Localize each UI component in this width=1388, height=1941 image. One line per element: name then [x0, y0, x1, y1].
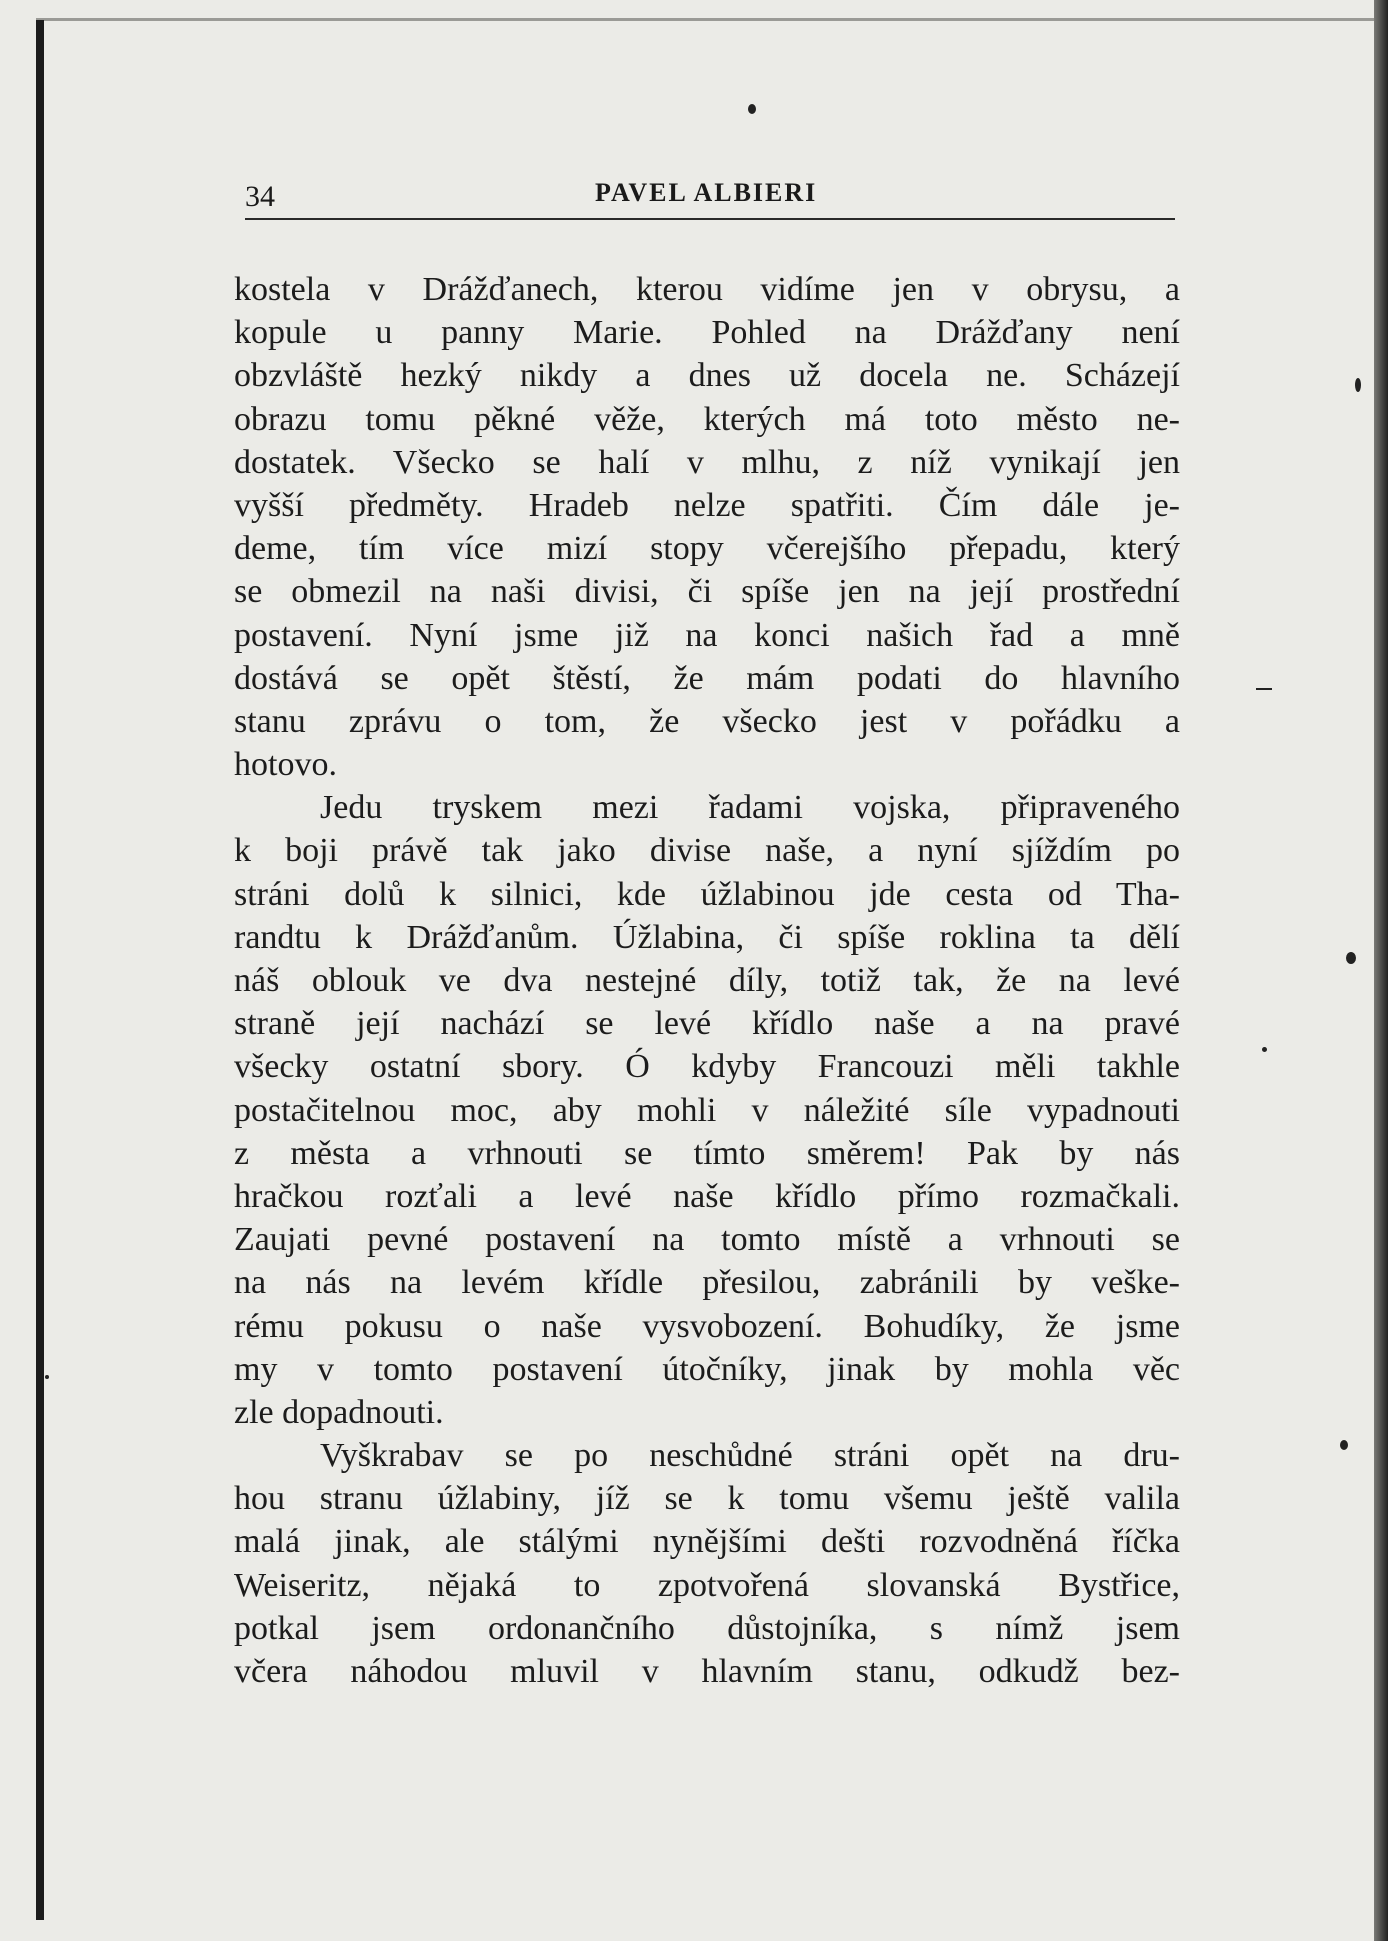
ink-speck [45, 1375, 49, 1379]
text-line: malá jinak, ale stálými nynějšími dešti rozvodněná říčka [234, 1523, 1180, 1561]
paragraph [234, 268, 1180, 786]
page-number: 34 [245, 180, 275, 213]
text-line: hou stranu úžlabiny, jíž se k tomu všemu ještě valila [234, 1480, 1180, 1518]
text-line: Zaujati pevné postavení na tomto místě a vrhnouti se [234, 1221, 1180, 1259]
paragraph [234, 1434, 1180, 1693]
text-line: vyšší předměty. Hradeb nelze spatřiti. Čím dále je- [234, 486, 1180, 524]
ink-speck [1346, 952, 1356, 964]
header-rule [245, 218, 1175, 220]
running-title: PAVEL ALBIERI [595, 178, 818, 207]
text-line: Jedu tryskem mezi řadami vojska, připraveného [320, 789, 1180, 827]
text-line: Weiseritz, nějaká to zpotvořená slovanská Bystřice, [234, 1566, 1180, 1604]
text-line: obrazu tomu pěkné věže, kterých má toto město ne- [234, 400, 1180, 438]
text-line: Vyškrabav se po neschůdné stráni opět na dru- [320, 1437, 1180, 1475]
paragraph [234, 786, 1180, 1434]
text-line: randtu k Drážďanům. Úžlabina, či spíše roklina ta dělí [234, 918, 1180, 956]
ink-speck [1262, 1047, 1267, 1052]
text-line: kostela v Drážďanech, kterou vidíme jen v obrysu, a [234, 271, 1180, 308]
text-line: z města a vrhnouti se tímto směrem! Pak by nás [234, 1134, 1180, 1172]
text-line: včera náhodou mluvil v hlavním stanu, odkudž bez- [234, 1653, 1180, 1690]
text-line: dostatek. Všecko se halí v mlhu, z níž vynikají jen [234, 443, 1180, 481]
text-line: k boji právě tak jako divise naše, a nyní sjíždím po [234, 832, 1180, 870]
text-line: deme, tím více mizí stopy včerejšího přepadu, který [234, 530, 1180, 568]
text-line: stráni dolů k silnici, kde úžlabinou jde cesta od Tha- [234, 875, 1180, 913]
text-line: dostává se opět štěstí, že mám podati do hlavního [234, 659, 1180, 697]
text-line: se obmezil na naši divisi, či spíše jen na její prostřední [234, 573, 1180, 611]
page-edge-right [1374, 0, 1388, 1941]
ink-speck [1256, 688, 1272, 690]
body-text [234, 268, 1180, 1693]
text-line: všecky ostatní sbory. Ó kdyby Francouzi měli takhle [234, 1048, 1180, 1086]
text-line: postačitelnou moc, aby mohli v náležité síle vypadnouti [234, 1091, 1180, 1129]
text-line: obzvláště hezký nikdy a dnes už docela ne. Scházejí [234, 357, 1180, 395]
page-edge-left [36, 20, 44, 1920]
text-line: hračkou rozťali a levé naše křídlo přímo rozmačkali. [234, 1177, 1180, 1215]
text-line: zle dopadnouti. [234, 1393, 444, 1431]
text-line: náš oblouk ve dva nestejné díly, totiž tak, že na levé [234, 962, 1180, 999]
text-line: stanu zprávu o tom, že všecko jest v pořádku a [234, 702, 1180, 740]
ink-speck [1355, 378, 1361, 392]
text-line: postavení. Nyní jsme již na konci našich řad a mně [234, 616, 1180, 654]
ink-speck [1340, 1440, 1348, 1450]
text-line: my v tomto postavení útočníky, jinak by mohla věc [234, 1350, 1180, 1388]
page-edge-top [36, 18, 1376, 21]
text-line: potkal jsem ordonančního důstojníka, s nímž jsem [234, 1609, 1180, 1647]
page-header [245, 172, 1175, 220]
text-line: hotovo. [234, 746, 337, 784]
text-line: rému pokusu o naše vysvobození. Bohudíky, že jsme [234, 1307, 1180, 1345]
text-line: na nás na levém křídle přesilou, zabránili by veške- [234, 1264, 1180, 1302]
text-line: straně její nachází se levé křídlo naše a na pravé [234, 1005, 1180, 1043]
text-line: kopule u panny Marie. Pohled na Drážďany není [234, 314, 1180, 352]
ink-speck [748, 104, 756, 114]
